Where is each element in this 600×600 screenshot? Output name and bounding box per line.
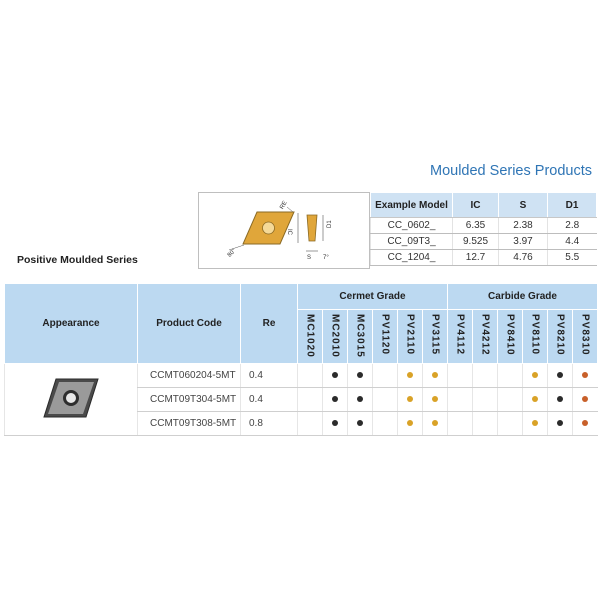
grade-header (298, 310, 323, 364)
header-ic: IC (453, 193, 499, 218)
grade-header (523, 310, 548, 364)
header-carbide-grade: Carbide Grade (448, 284, 598, 310)
page-title: Moulded Series Products (430, 163, 592, 179)
grade-cell (523, 388, 548, 412)
grade-cell (398, 388, 423, 412)
angle-label: 80° (226, 247, 238, 259)
availability-dot-gold (432, 372, 438, 378)
insert-product-image (36, 373, 106, 423)
grade-header (573, 310, 598, 364)
grade-label: PV8110 (529, 314, 541, 356)
availability-dot-gold (432, 396, 438, 402)
availability-dot-black (332, 372, 338, 378)
ic-cell: 6.35 (453, 218, 499, 234)
grade-cell (573, 388, 598, 412)
grade-label: MC3015 (354, 314, 366, 358)
grade-header (498, 310, 523, 364)
grade-cell (423, 388, 448, 412)
grade-label: PV1120 (379, 314, 391, 356)
re-label: RE (279, 200, 289, 211)
grade-cell (473, 364, 498, 388)
d1-cell: 5.5 (548, 250, 597, 266)
relief-angle-label: 7° (323, 255, 329, 261)
grade-cell (423, 364, 448, 388)
grade-header (448, 310, 473, 364)
availability-dot-black (557, 396, 563, 402)
grade-header (348, 310, 373, 364)
availability-dot-black (332, 396, 338, 402)
table-row (371, 250, 597, 266)
grade-cell (573, 364, 598, 388)
availability-dot-brown (582, 420, 588, 426)
header-product-code: Product Code (138, 284, 241, 364)
section-label: Positive Moulded Series (17, 254, 138, 266)
d1-cell: 4.4 (548, 234, 597, 250)
angle-leader-line (229, 245, 244, 250)
d1-cell: 2.8 (548, 218, 597, 234)
grade-cell (398, 412, 423, 436)
grade-cell (298, 364, 323, 388)
grade-cell (548, 364, 573, 388)
table-row (5, 364, 598, 388)
grade-label: PV3115 (429, 314, 441, 356)
availability-dot-gold (407, 372, 413, 378)
grade-cell (298, 412, 323, 436)
insert-geometry-diagram (198, 192, 370, 269)
table-row (371, 218, 597, 234)
grade-cell (448, 388, 473, 412)
grade-cell (348, 412, 373, 436)
re-cell: 0.4 (241, 388, 298, 412)
grade-header (373, 310, 398, 364)
availability-dot-gold (407, 420, 413, 426)
example-model-cell: CC_1204_ (371, 250, 453, 266)
availability-dot-gold (407, 396, 413, 402)
product-code-cell: CCMT09T308-5MT (138, 412, 241, 436)
grade-header (473, 310, 498, 364)
header-d1: D1 (548, 193, 597, 218)
re-leader-line (287, 207, 293, 212)
grade-cell (448, 412, 473, 436)
appearance-cell (5, 364, 138, 436)
product-code-cell: CCMT09T304-5MT (138, 388, 241, 412)
insert-side-view-shape (307, 215, 317, 241)
grade-cell (323, 388, 348, 412)
grade-label: PV8410 (504, 314, 516, 356)
header-re: Re (241, 284, 298, 364)
s-cell: 2.38 (499, 218, 548, 234)
grade-header (398, 310, 423, 364)
re-cell: 0.4 (241, 364, 298, 388)
grade-cell (473, 388, 498, 412)
grade-cell (548, 388, 573, 412)
grade-cell (523, 412, 548, 436)
insert-image-hole-inner (66, 393, 76, 403)
ic-cell: 12.7 (453, 250, 499, 266)
header-s: S (499, 193, 548, 218)
product-grade-table (4, 283, 598, 436)
grade-cell (498, 388, 523, 412)
availability-dot-gold (532, 420, 538, 426)
grade-cell (548, 412, 573, 436)
s-label: S (307, 255, 312, 261)
grade-cell (448, 364, 473, 388)
d1-label: D1 (327, 220, 333, 228)
grade-cell (498, 364, 523, 388)
grade-cell (398, 364, 423, 388)
grade-cell (373, 364, 398, 388)
product-code-cell: CCMT060204-5MT (138, 364, 241, 388)
availability-dot-black (357, 396, 363, 402)
insert-center-hole (263, 222, 275, 234)
grade-cell (298, 388, 323, 412)
example-model-table (370, 192, 597, 266)
grade-cell (523, 364, 548, 388)
grade-cell (473, 412, 498, 436)
availability-dot-brown (582, 372, 588, 378)
ic-cell: 9.525 (453, 234, 499, 250)
example-model-cell: CC_0602_ (371, 218, 453, 234)
availability-dot-black (357, 420, 363, 426)
example-model-cell: CC_09T3_ (371, 234, 453, 250)
availability-dot-black (357, 372, 363, 378)
header-appearance: Appearance (5, 284, 138, 364)
grade-cell (348, 388, 373, 412)
grade-cell (323, 412, 348, 436)
availability-dot-brown (582, 396, 588, 402)
grade-cell (573, 412, 598, 436)
grade-label: PV8210 (554, 314, 566, 356)
grade-label: MC1020 (304, 314, 316, 358)
availability-dot-gold (532, 396, 538, 402)
header-cermet-grade: Cermet Grade (298, 284, 448, 310)
s-cell: 3.97 (499, 234, 548, 250)
grade-cell (373, 388, 398, 412)
grade-header (423, 310, 448, 364)
grade-cell (423, 412, 448, 436)
grade-label: MC2010 (329, 314, 341, 358)
grade-label: PV4212 (479, 314, 491, 356)
header-example-model: Example Model (371, 193, 453, 218)
grade-cell (348, 364, 373, 388)
availability-dot-black (557, 372, 563, 378)
grade-header (323, 310, 348, 364)
table-row (371, 234, 597, 250)
grade-label: PV2110 (404, 314, 416, 356)
grade-cell (373, 412, 398, 436)
s-cell: 4.76 (499, 250, 548, 266)
availability-dot-gold (432, 420, 438, 426)
grade-cell (498, 412, 523, 436)
grade-cell (323, 364, 348, 388)
re-cell: 0.8 (241, 412, 298, 436)
ic-label: IC (286, 229, 292, 235)
availability-dot-black (557, 420, 563, 426)
availability-dot-gold (532, 372, 538, 378)
grade-header (548, 310, 573, 364)
availability-dot-black (332, 420, 338, 426)
insert-diagram-svg (199, 193, 371, 270)
grade-label: PV4112 (454, 314, 466, 356)
grade-label: PV8310 (579, 314, 591, 356)
